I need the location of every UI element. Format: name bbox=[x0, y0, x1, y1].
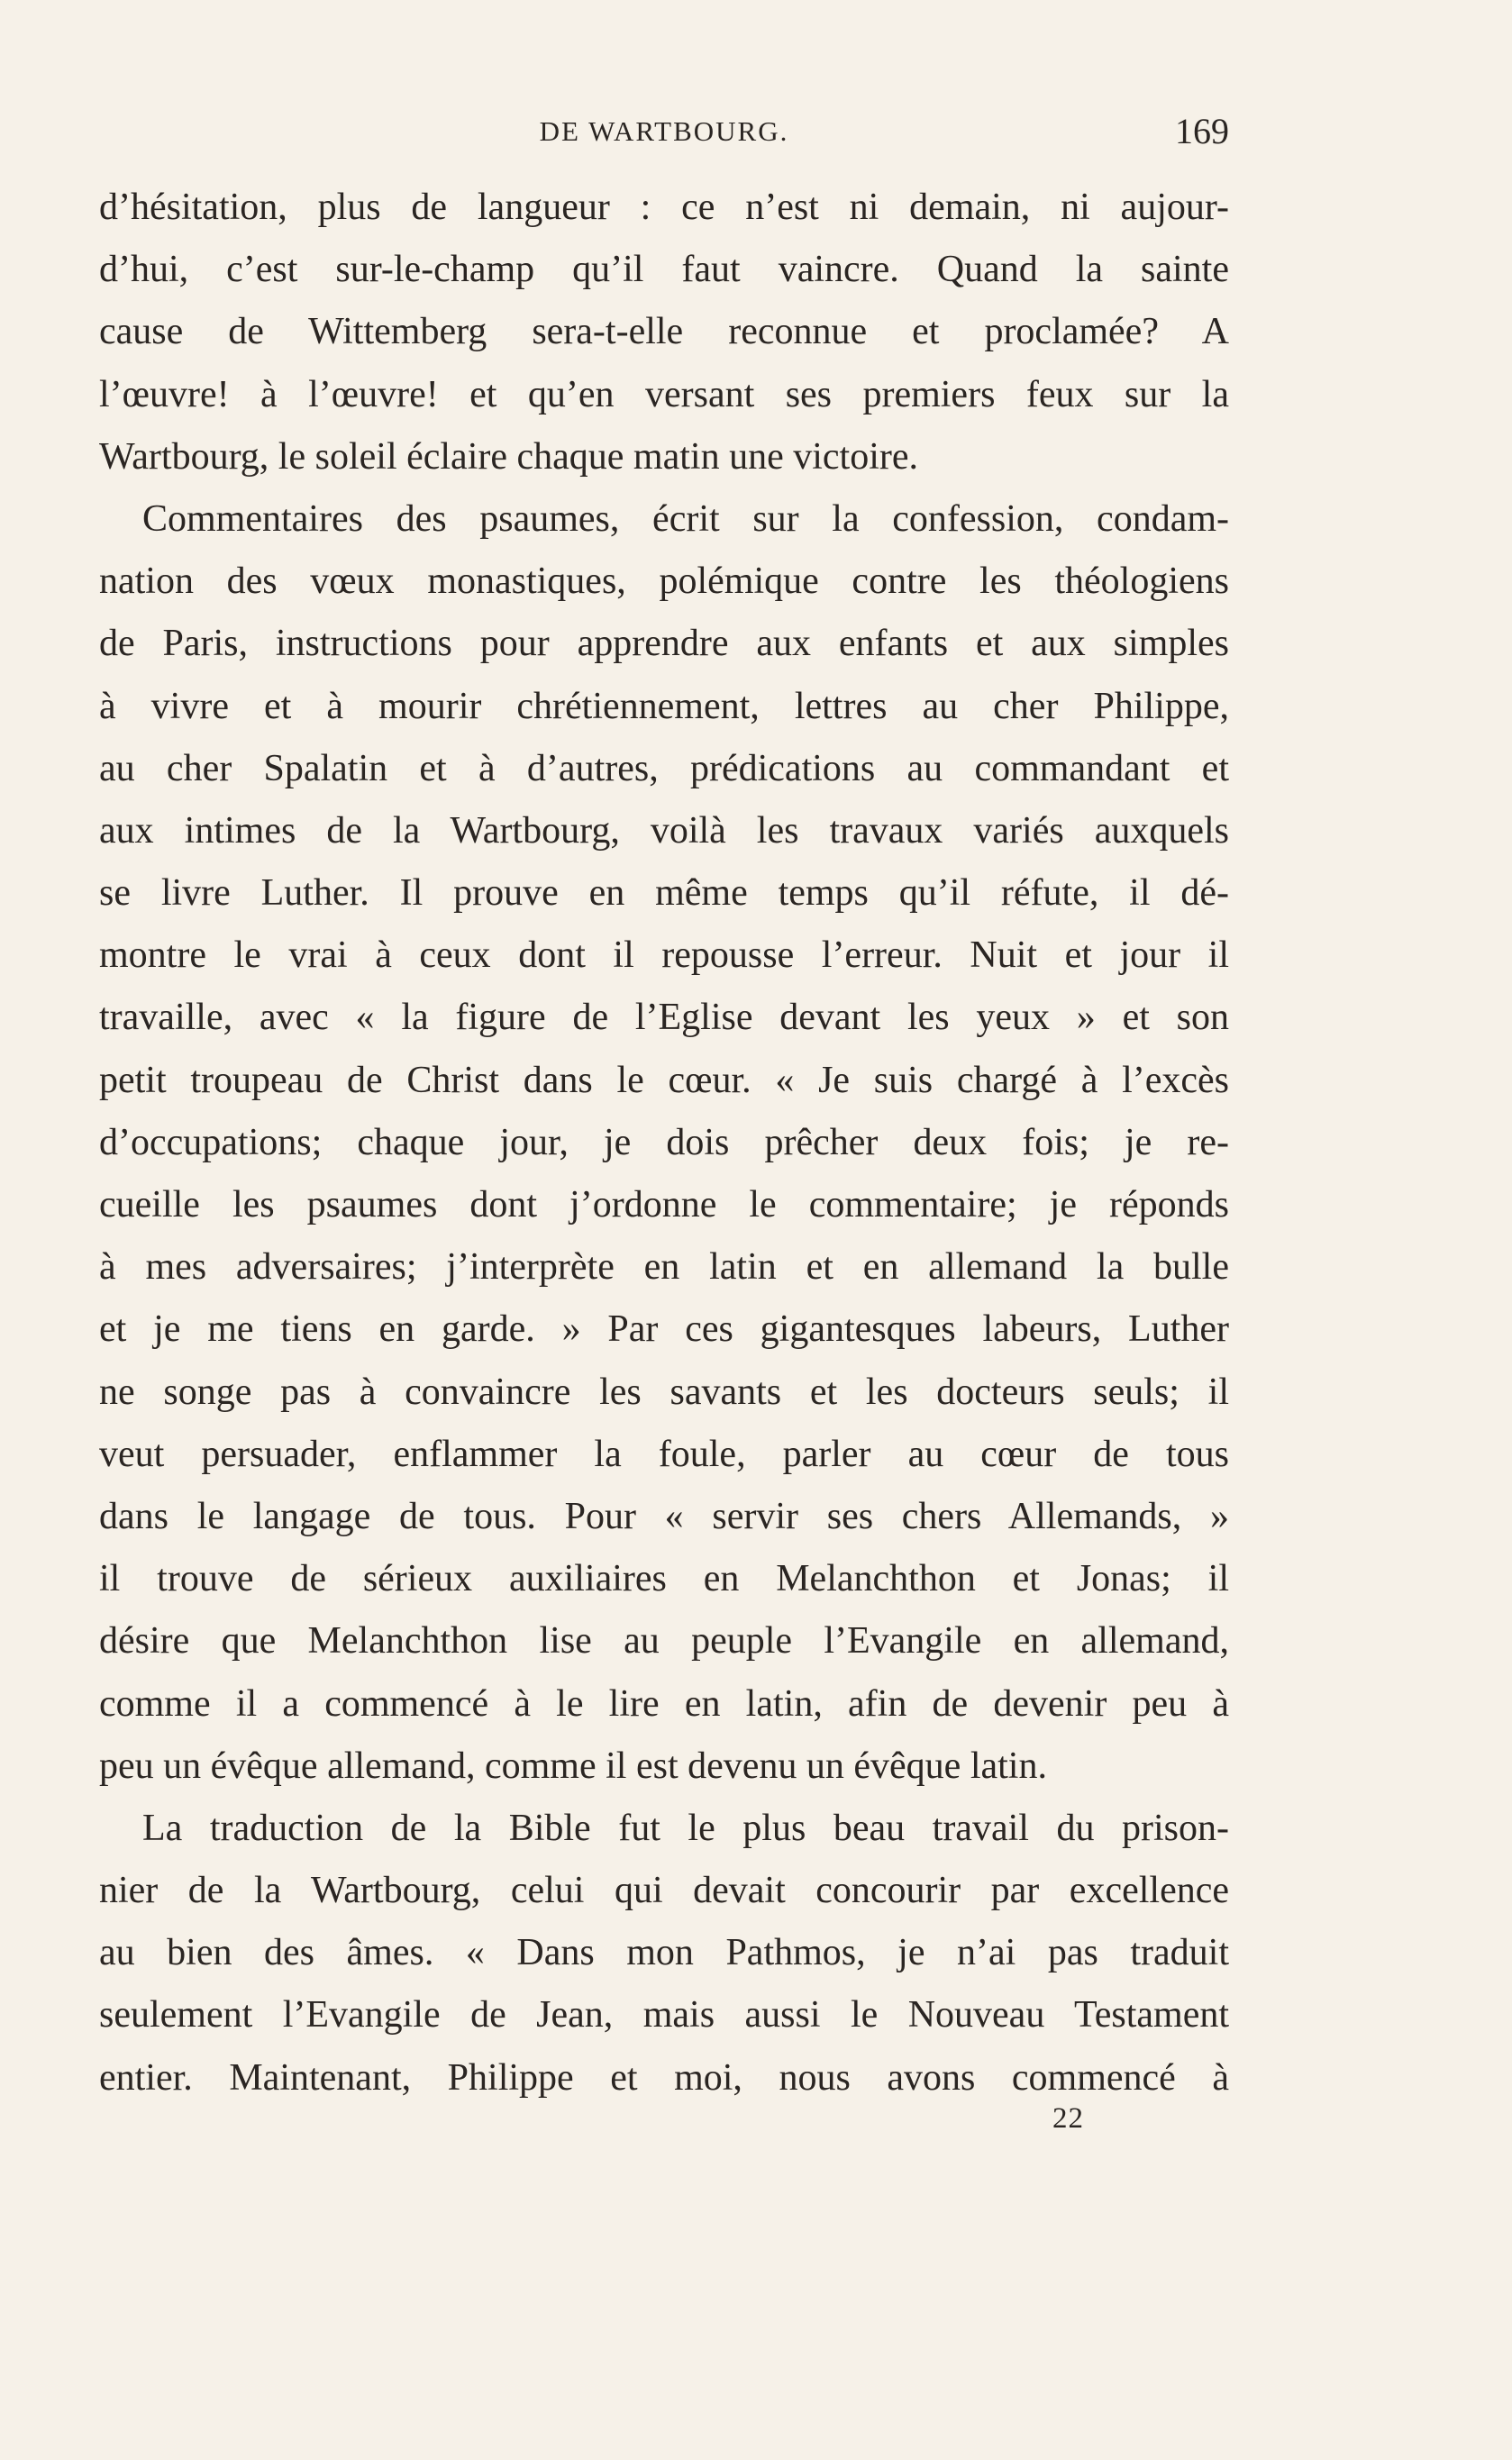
text-line: peu un évêque allemand, comme il est devenu un évêque latin. bbox=[99, 1745, 1047, 1787]
text-line: d’occupations; chaque jour, je dois prêcher deux fois; je re- bbox=[99, 1121, 1229, 1163]
text-line: nier de la Wartbourg, celui qui devait concourir par excellence bbox=[99, 1870, 1229, 1912]
text-line: désire que Melanchthon lise au peuple l’Evangile en allemand, bbox=[99, 1620, 1229, 1663]
text-line: seulement l’Evangile de Jean, mais aussi le Nouveau Testament bbox=[99, 1994, 1229, 2036]
text-line: Wartbourg, le soleil éclaire chaque matin une victoire. bbox=[99, 435, 918, 478]
text-line: il trouve de sérieux auxiliaires en Melanchthon et Jonas; il bbox=[99, 1558, 1229, 1600]
text-line: ne songe pas à convaincre les savants et les docteurs seuls; il bbox=[99, 1371, 1229, 1413]
text-line: entier. Maintenant, Philippe et moi, nous avons commencé à bbox=[99, 2056, 1229, 2099]
text-line: cueille les psaumes dont j’ordonne le commentaire; je réponds bbox=[99, 1184, 1229, 1225]
text-line: d’hui, c’est sur-le-champ qu’il faut vaincre. Quand la sainte bbox=[99, 249, 1229, 291]
text-line: et je me tiens en garde. » Par ces gigantesques labeurs, Luther bbox=[99, 1308, 1229, 1351]
running-head bbox=[99, 111, 1229, 160]
paragraph-start-line: Commentaires des psaumes, écrit sur la confession, condam- bbox=[142, 497, 1229, 540]
signature-mark: 22 bbox=[1052, 2102, 1084, 2135]
text-line: au cher Spalatin et à d’autres, prédications au commandant et bbox=[99, 747, 1229, 789]
text-line: petit troupeau de Christ dans le cœur. « Je suis chargé à l’excès bbox=[99, 1059, 1229, 1101]
text-line: aux intimes de la Wartbourg, voilà les travaux variés auxquels bbox=[99, 809, 1229, 852]
text-line: travaille, avec « la figure de l’Eglise devant les yeux » et son bbox=[99, 997, 1229, 1039]
text-line: cause de Wittemberg sera-t-elle reconnue et proclamée? A bbox=[99, 311, 1229, 353]
running-title: DE WARTBOURG. bbox=[539, 115, 789, 147]
text-line: l’œuvre! à l’œuvre! et qu’en versant ses premiers feux sur la bbox=[99, 373, 1229, 415]
text-line: veut persuader, enflammer la foule, parler au cœur de tous bbox=[99, 1433, 1229, 1475]
text-line: comme il a commencé à le lire en latin, afin de devenir peu à bbox=[99, 1682, 1229, 1725]
text-line: montre le vrai à ceux dont il repousse l’erreur. Nuit et jour il bbox=[99, 934, 1229, 977]
text-line: au bien des âmes. « Dans mon Pathmos, je n’ai pas traduit bbox=[99, 1932, 1229, 1974]
text-line: d’hésitation, plus de langueur : ce n’est ni demain, ni aujour- bbox=[99, 187, 1229, 228]
text-line: de Paris, instructions pour apprendre aux enfants et aux simples bbox=[99, 623, 1229, 665]
text-line: à mes adversaires; j’interprète en latin et en allemand la bulle bbox=[99, 1246, 1229, 1289]
body-text bbox=[99, 177, 1229, 2109]
text-line: se livre Luther. Il prouve en même temps qu’il réfute, il dé- bbox=[99, 872, 1229, 915]
text-line: dans le langage de tous. Pour « servir ses chers Allemands, » bbox=[99, 1495, 1229, 1537]
text-line: à vivre et à mourir chrétiennement, lettres au cher Philippe, bbox=[99, 685, 1229, 727]
text-line: nation des vœux monastiques, polémique contre les théologiens bbox=[99, 560, 1229, 603]
paragraph-start-line: La traduction de la Bible fut le plus beau travail du prison- bbox=[142, 1807, 1229, 1849]
page-number: 169 bbox=[1175, 111, 1229, 151]
